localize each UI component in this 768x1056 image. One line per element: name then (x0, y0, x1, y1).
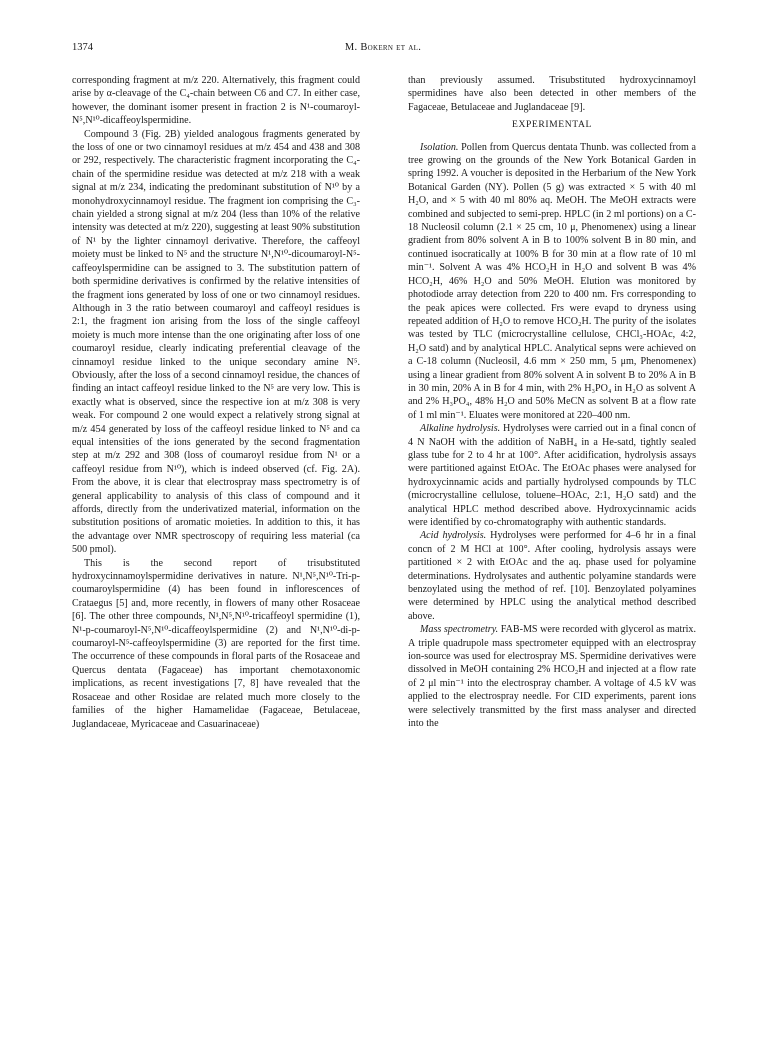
right-column (408, 74, 696, 731)
subsection-paragraph (408, 141, 696, 423)
page-number: 1374 (72, 42, 93, 53)
subsection-text: FAB-MS were recorded with glycerol as matrix. A triple quadrupole mass spectrometer equipped with an electrospray ion-source was used for electrospray MS. Spermidine derivatives were dissolved in MeOH containing 2% HCO₂H and injected at a flow rate of 2 μl min⁻¹ into the electrospray chamber. A voltage of 4.5 kV was applied to the electrospray needle. For CID experiments, parent ions were selectively transmitted by the first mass analyser and directed into the (408, 624, 697, 730)
paragraph: corresponding fragment at m/z 220. Alternatively, this fragment could arise by α-cleavage of the C₄-chain between C6 and C7. In either case, however, the dominant isomer present in fraction 2 is N¹-coumaroyl-N⁵,N¹⁰-dicaffeoylspermidine. (72, 75, 360, 127)
left-column (72, 74, 360, 731)
subsection-text: Hydrolyses were performed for 4–6 hr in a final concn of 2 M HCl at 100°. After cooling, hydrolysis assays were partitioned × 2 with EtOAc and the aq. phase used for polyamine determinations. Hydrolysates and authentic polyamine standards were benzoylated using the method of ref. [10]. Benzoylated polyamines were determined by HPLC using the analytical method described above. (408, 530, 696, 622)
subsection-title: Alkaline hydrolysis. (420, 423, 501, 435)
paragraph: This is the second report of trisubstituted hydroxycinnamoylspermidine derivatives in nature. N¹,N⁵,N¹⁰-Tri-p-coumaroylspermidine (4) has been found in inflorescences of Crataegus [5] and, more recently, in flowers of many other Rosaceae [6]. The other three compounds, N¹,N⁵,N¹⁰-tricaffeoyl spermidine (1), N¹-p-coumaroyl-N⁵,N¹⁰-dicaffeoylspermidine (2) and N¹,N¹⁰-di-p-coumaroyl-N⁵-caffeoylspermidine (3) are reported for the first time. The occurrence of these compounds in floral parts of the Rosaceae and Quercus dentata (Fagaceae) has important chemotaxonomic implications, as recent investigations [7, 8] have revealed that the Rosaceae and other Rosidae are related much more closely to the families of the higher Hamamelidae (Fagaceae, Betulaceae, Juglandaceae, Myricaceae and Casuarinaceae) (72, 557, 360, 730)
subsection-text: Hydrolyses were carried out in a final concn of 4 N NaOH with the addition of NaBH₄ in a He-satd, tightly sealed glass tube for 2 to 4 hr at 100°. After acidification, hydrolysis assays were partitioned against EtOAc. The EtOAc phases were analysed for hydroxycinnamic acids and partially hydrolysed compounds by TLC (microcrystalline cellulose, toluene–HOAc, 2:1, H₂O satd) and the analytical HPLC method described above. Hydroxycinnamic acids were identified by co-chromatography with authentic standards. (408, 423, 696, 528)
subsection-paragraph (408, 623, 696, 730)
subsection-paragraph (408, 529, 696, 623)
subsection-title: Mass spectrometry. (420, 624, 499, 636)
page-header (60, 42, 706, 56)
section-heading: EXPERIMENTAL (512, 119, 592, 131)
paragraph: Compound 3 (Fig. 2B) yielded analogous fragments generated by the loss of one or two cinnamoyl residues at m/z 454 and 438 and 308 or 292, respectively. The characteristic fragment incorporating the C₄-chain of the spermidine residue was detected at m/z 218 with a weak signal at m/z 234, indicating the predominant substitution of N¹⁰ by a monohydroxycinnamoyl residue. The fragment ion comprising the C₃-chain yielded a strong signal at m/z 204 (less than 10% of the relative intensity was detected at m/z 220), suggesting at least 90% substitution of N¹ by the lighter cinnamoyl derivative. Therefore, the caffeoyl moiety must be linked to N⁵ and the structure N¹,N¹⁰-dicoumaroyl-N⁵-caffeoylspermidine can be assigned to 3. The substitution pattern of both spermidine derivatives is confirmed by the relative intensities of the fragment ions generated by loss of one or two cinnamoyl residues. Although in 3 the ratio between coumaroyl and caffeoyl residues is 2:1, the fragment ion arising from the loss of the single caffeoyl moiety is much more intense than the one originating after loss of one coumaroyl residue, clearly indicating preferential cleavage of the cinnamoyl residue linked to the unique secondary amine N⁵. Obviously, after the loss of a second cinnamoyl residue, the chances of finding an intact caffeoyl residue linked to the N⁵ are very low. This is exactly what is observed, since the respective ion at m/z 308 is very weak. For compound 2 one would expect a relatively strong signal at m/z 454 generated by loss of the caffeoyl residue linked to N⁵ and ca equal intensities of the ions generated by the second fragmentation step at m/z 292 and 308 (loss of coumaroyl residue from N¹ or a caffeoyl residue from N¹⁰), which is indeed observed (cf. Fig. 2A). From the above, it is clear that electrospray mass spectrometry is of general applicability to analysis of this class of compound and it affords, directly from the underivatized material, information on the substitution positions of aromatic moieties. In addition to this, it has the advantage over NMR spectroscopy of requiring less material (ca 500 pmol). (72, 128, 360, 556)
subsection-title: Acid hydrolysis. (420, 530, 487, 542)
subsection-text: Pollen from Quercus dentata Thunb. was collected from a tree growing on the grounds of the New York Botanical Garden in spring 1992. A voucher is deposited in the Herbarium of the New York Botanical Garden (NY). Pollen (5 g) was extracted × 5 with 40 ml H₂O, and × 5 with 40 ml 80% aq. MeOH. The MeOH extracts were combined and subjected to semi-prep. HPLC (in 2 ml portions) on a C-18 Nucleosil column (2.1 × 25 cm, 10 μ, Phenomenex) using a linear gradient from 80% solvent A in B to 100% solvent B in 80 min, and continued isocratically at 100% B for 30 min at a flow rate of 10 ml min⁻¹. Solvent A was 4% HCO₂H in H₂O and solvent B was 4% HCO₂H, 46% H₂O and 50% MeOH. Elution was monitored by photodiode array detection from 220 to 400 nm. Frs corresponding to the peak apices were collected. Frs were evapd to dryness using repeated addition of H₂O to remove HCO₂H. The purity of the isolates was tested by TLC (microcrystalline cellulose, CHCl₃-HOAc, 4:2, H₂O satd) and by analytical HPLC. Analytical sepns were achieved on a C-18 column (Nucleosil, 4.6 mm × 250 mm, 5 μm, Phenomenex) using a linear gradient from 80% solvent A in solvent B to 20% A in B in 30 min, 20% A in B for 4 min, with 2% H₃PO₄ in H₂O as solvent A and 2% H₃PO₄, 48% H₂O and 50% MeCN as solvent B at a flow rate of 1 ml min⁻¹. Eluates were monitored at 220–400 nm. (408, 141, 696, 421)
running-head: M. Bokern et al. (344, 42, 422, 53)
paragraph: than previously assumed. Trisubstituted hydroxycinnamoyl spermidines have also been detected in other members of the Fagaceae, Betulaceae and Juglandaceae [9]. (408, 75, 696, 113)
subsection-paragraph (408, 422, 696, 529)
subsection-title: Isolation. (420, 141, 459, 153)
